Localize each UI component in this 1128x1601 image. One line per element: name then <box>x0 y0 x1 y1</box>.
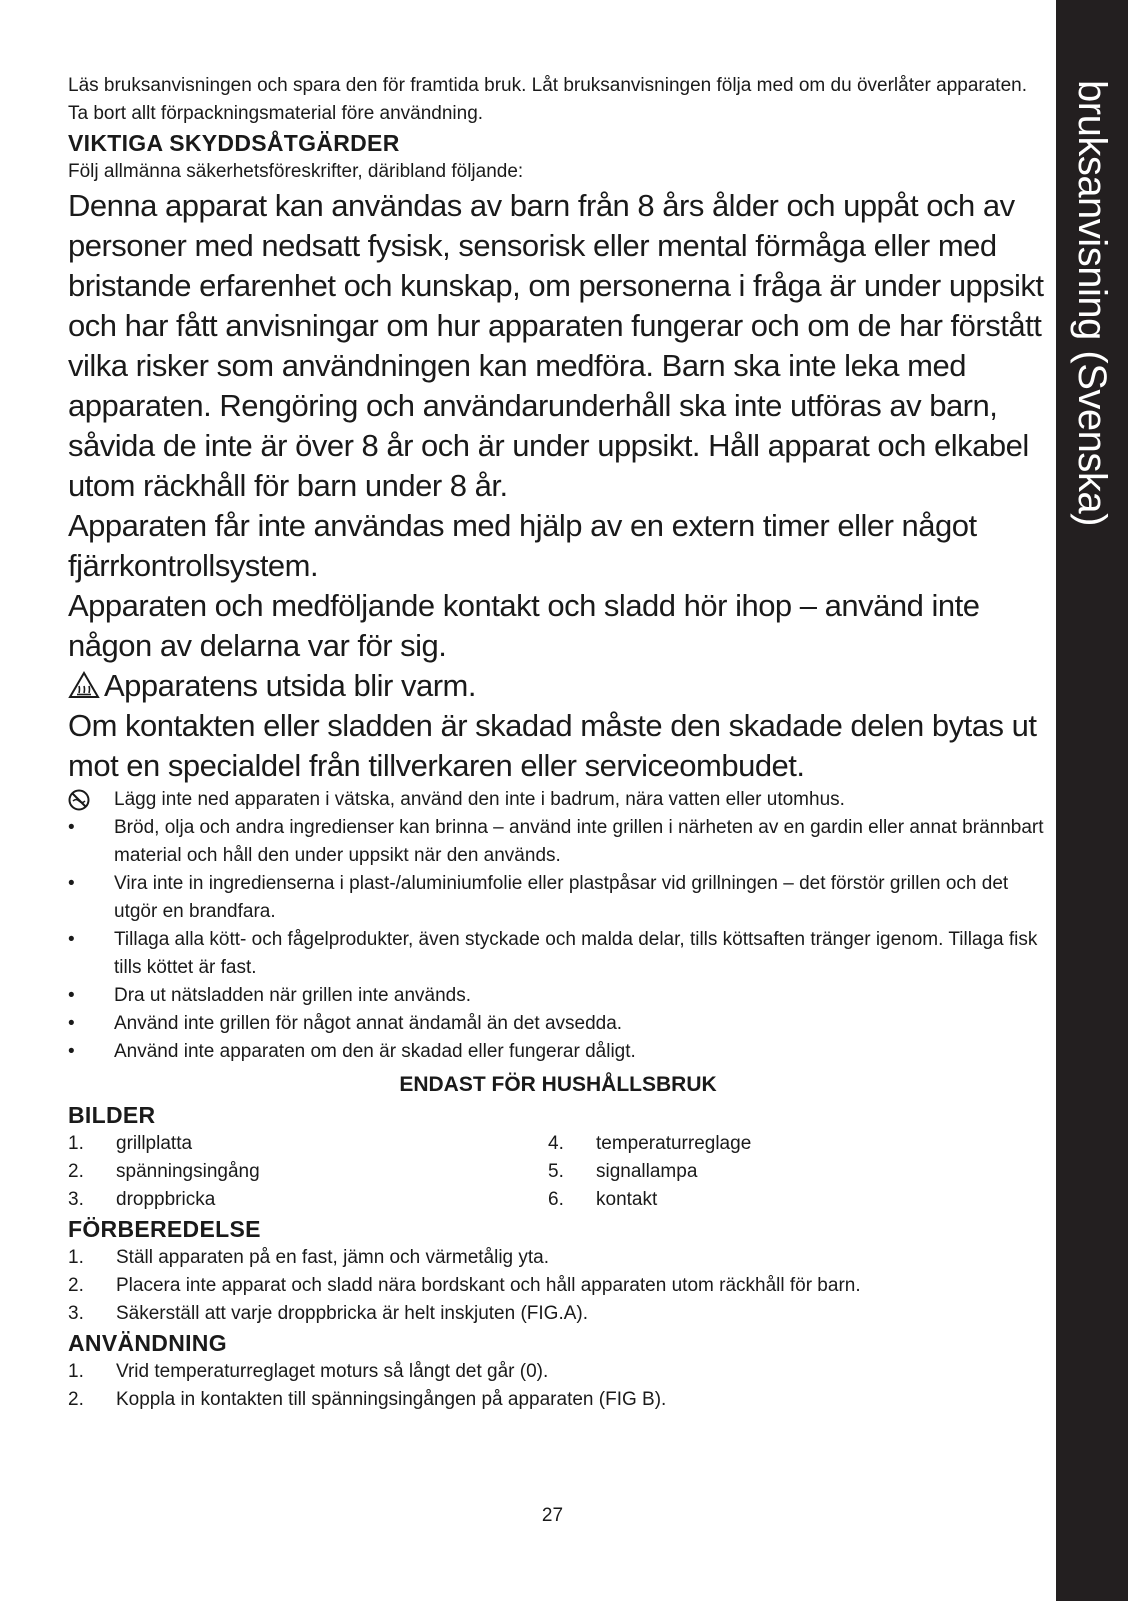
intro-text: Läs bruksanvisningen och spara den för framtida bruk. Låt bruksanvisningen följa med om du överlåter apparaten. Ta bort allt förpackningsmaterial före användning. <box>68 75 1027 124</box>
hot-surface-text: Apparatens utsida blir varm. <box>104 668 476 703</box>
item-number: 4. <box>548 1133 564 1154</box>
list-item <box>68 1272 1048 1300</box>
item-number: 2. <box>68 1161 84 1182</box>
household-only-notice: ENDAST FÖR HUSHÅLLSBRUK <box>399 1073 717 1096</box>
hot-surface-warning <box>68 666 1048 706</box>
list-item <box>548 1186 1028 1214</box>
page-content <box>68 72 1048 1414</box>
item-text: temperaturreglage <box>596 1133 752 1154</box>
list-item <box>68 1358 1048 1386</box>
pictures-list <box>68 1130 1048 1214</box>
item-text: Ställ apparaten på en fast, jämn och värmetålig yta. <box>116 1247 550 1268</box>
item-number: 5. <box>548 1161 564 1182</box>
no-immersion-text: Lägg inte ned apparaten i vätska, använd den inte i badrum, nära vatten eller utomhus. <box>114 789 845 810</box>
no-immersion-icon <box>68 789 90 811</box>
list-item <box>68 1244 1048 1272</box>
safety-paragraph-timer: Apparaten får inte användas med hjälp av en extern timer eller något fjärrkontrollsystem. <box>68 508 977 583</box>
no-immersion-row <box>68 786 1048 814</box>
item-number: 3. <box>68 1303 84 1324</box>
item-text: droppbricka <box>116 1189 216 1210</box>
bullet-text: Använd inte apparaten om den är skadad eller fungerar dåligt. <box>114 1041 636 1062</box>
list-item <box>548 1130 1028 1158</box>
bullet-mark: • <box>68 929 75 950</box>
bullet-mark: • <box>68 817 75 838</box>
list-item <box>68 926 1048 982</box>
bullet-mark: • <box>68 985 75 1006</box>
pictures-list-right <box>548 1130 1028 1214</box>
list-item <box>68 1386 1048 1414</box>
damaged-cord-warning: Om kontakten eller sladden är skadad måste den skadade delen bytas ut mot en specialdel från tillverkaren eller serviceombudet. <box>68 708 1037 783</box>
page-number: 27 <box>541 1505 564 1526</box>
safety-paragraph-children: Denna apparat kan användas av barn från 8 års ålder och uppåt och av personer med nedsatt fysisk, sensorisk eller mental förmåga eller med bristande erfarenhet och kunskap, om personerna i fråga är under uppsikt och har fått anvisningar om hur apparaten fungerar och om de har förstått vilka risker som användningen kan medföra. Barn ska inte leka med apparaten. Rengöring och användarunderhåll ska inte utföras av barn, såvida de inte är över 8 år och är under uppsikt. Håll apparat och elkabel utom räckhåll för barn under 8 år. <box>68 188 1044 503</box>
item-number: 2. <box>68 1389 84 1410</box>
item-number: 3. <box>68 1189 84 1210</box>
preparation-heading: FÖRBEREDELSE <box>68 1216 261 1242</box>
list-item <box>548 1158 1028 1186</box>
safety-heading: VIKTIGA SKYDDSÅTGÄRDER <box>68 130 400 156</box>
bullet-mark: • <box>68 1041 75 1062</box>
item-text: grillplatta <box>116 1133 193 1154</box>
item-number: 1. <box>68 1361 84 1382</box>
item-number: 1. <box>68 1247 84 1268</box>
list-item <box>68 1300 1048 1328</box>
item-number: 6. <box>548 1189 564 1210</box>
list-item <box>68 1158 548 1186</box>
usage-list <box>68 1358 1048 1414</box>
list-item <box>68 1010 1048 1038</box>
item-text: Koppla in kontakten till spänningsingången på apparaten (FIG B). <box>116 1389 667 1410</box>
list-item <box>68 982 1048 1010</box>
item-text: spänningsingång <box>116 1161 260 1182</box>
hot-surface-warning-icon <box>68 671 100 699</box>
item-text: Säkerställ att varje droppbricka är helt inskjuten (FIG.A). <box>116 1303 589 1324</box>
bullet-text: Bröd, olja och andra ingredienser kan brinna – använd inte grillen i närheten av en gardin eller annat brännbart material och håll den under uppsikt när den används. <box>114 817 1044 866</box>
list-item <box>68 1186 548 1214</box>
bullet-text: Dra ut nätsladden när grillen inte används. <box>114 985 472 1006</box>
list-item <box>68 1130 548 1158</box>
list-item <box>68 814 1048 870</box>
list-item <box>68 1038 1048 1066</box>
list-item <box>68 870 1048 926</box>
item-number: 2. <box>68 1275 84 1296</box>
item-text: Vrid temperaturreglaget moturs så långt det går (0). <box>116 1361 549 1382</box>
safety-subheading: Följ allmänna säkerhetsföreskrifter, däribland följande: <box>68 161 524 182</box>
item-text: signallampa <box>596 1161 698 1182</box>
safety-paragraph-cord: Apparaten och medföljande kontakt och sladd hör ihop – använd inte någon av delarna var för sig. <box>68 588 980 663</box>
safety-bullet-list <box>68 814 1048 1066</box>
bullet-text: Vira inte in ingredienserna i plast-/aluminiumfolie eller plastpåsar vid grillningen – det förstör grillen och det utgör en brandfara. <box>114 873 1009 922</box>
usage-heading: ANVÄNDNING <box>68 1330 227 1356</box>
pictures-list-left <box>68 1130 548 1214</box>
side-tab-label: bruksanvisning (Svenska) <box>1070 80 1114 526</box>
bullet-mark: • <box>68 1013 75 1034</box>
item-number: 1. <box>68 1133 84 1154</box>
item-text: Placera inte apparat och sladd nära bordskant och håll apparaten utom räckhåll för barn. <box>116 1275 861 1296</box>
preparation-list <box>68 1244 1048 1328</box>
pictures-heading: BILDER <box>68 1102 156 1128</box>
item-text: kontakt <box>596 1189 658 1210</box>
bullet-text: Tillaga alla kött- och fågelprodukter, även styckade och malda delar, tills köttsaften tränger igenom. Tillaga fisk tills köttet är fast. <box>114 929 1038 978</box>
bullet-text: Använd inte grillen för något annat ändamål än det avsedda. <box>114 1013 623 1034</box>
bullet-mark: • <box>68 873 75 894</box>
